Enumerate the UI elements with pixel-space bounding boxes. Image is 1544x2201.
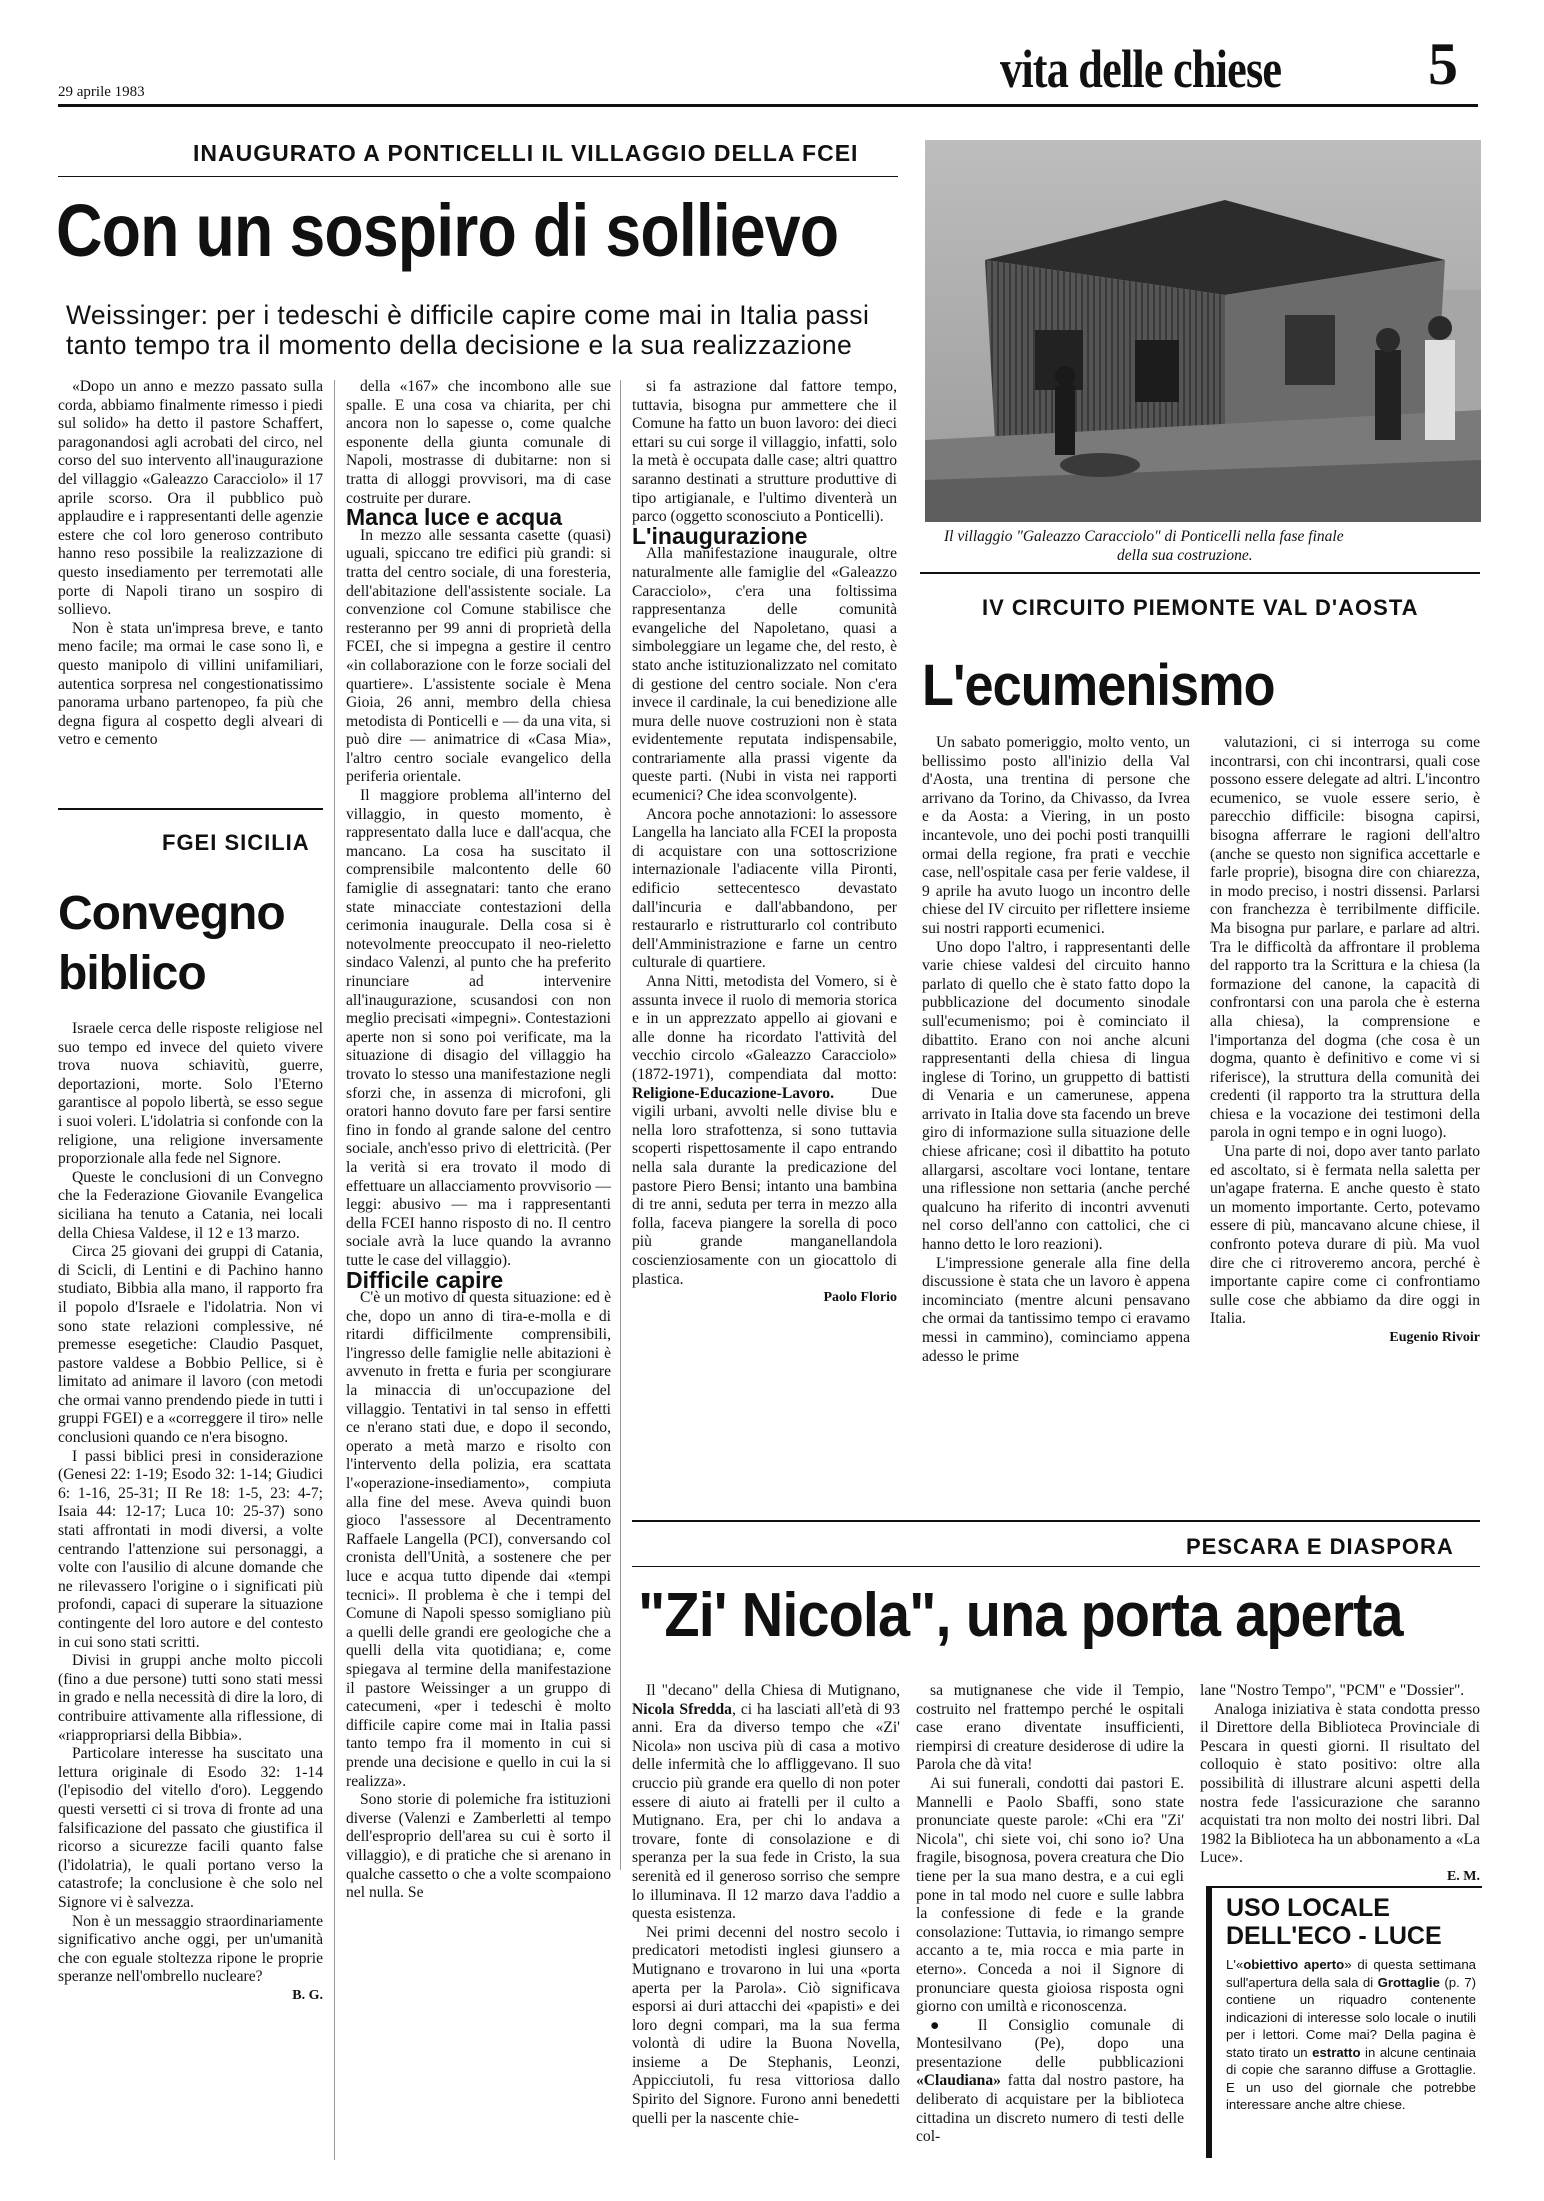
sicilia-article-body [58, 1020, 323, 2160]
paragraph: «Dopo un anno e mezzo passato sulla corda, abbiamo finalmente rimesso i piedi sul solido» ha detto il pastore Schaffert, paragonandosi agli acrobati del circo, nel corso del suo intervento all'inaugurazione del villaggio «Galeazzo Caracciolo» il 17 aprile scorso. Ora il pubblico può applaudire e i rappresentanti delle agenzie estere che col loro generoso contributo hanno reso possibile la realizzazione di questo insediamento per terremotati alle porte di Napoli tirano un sospiro di sollievo. [58, 378, 323, 619]
paragraph [916, 2017, 1184, 2147]
paragraph: Ancora poche annotazioni: lo assessore Langella ha lanciato alla FCEI la proposta di acquistare con una sottoscrizione internazionale l'adiacente villa Pironti, edificio settecentesco devastato dall'incuria e dall'abbandono, per restaurarlo e ristrutturarlo col contributo dell'Amministrazione e farne un centro culturale di quartiere. [632, 805, 897, 972]
paragraph: Alla manifestazione inaugurale, oltre naturalmente alle famiglie del «Galeazzo Caracciolo», c'era una foltissima rappresentanza delle comunità evangeliche del Napoletano, quasi a simboleggiare un legame che, del resto, è stato anche istituzionalizzato nel comitato di gestione del centro sociale. Non c'era invece il cardinale, la cui benedizione alle mura delle nuove costruzioni non è stata evidentemente reputata indispensabile, contrariamente alla prassi vigente da queste parti. (Nubi in vista nei rapporti ecumenici? Che idea sconvolgente). [632, 545, 897, 805]
column-rule [334, 380, 335, 2160]
main-article-col2 [346, 378, 611, 2160]
sicilia-kicker: FGEI SICILIA [162, 830, 310, 855]
signature: E. M. [1446, 1868, 1480, 1884]
person-name: Nicola Sfredda [632, 1700, 732, 1718]
pescara-headline: "Zi' Nicola", una porta aperta [638, 1581, 1403, 1650]
paragraph: Circa 25 giovani dei gruppi di Catania, di Scicli, di Lentini e di Pachino hanno studiato, Bibbia alla mano, il rapporto fra il popolo d'Israele e l'idolatria. Non vi sono state relazioni complessive, né premesse esegetiche: Claudio Pasquet, pastore valdese a Bobbio Pellice, si è limitato ad animare il lavoro (con metodi che ormai vanno prendendo piede in tutti i gruppi FGEI) e a «correggere il tiro» nelle conclusioni quando ce n'era bisogno. [58, 1243, 323, 1447]
paragraph: Il maggiore problema all'interno del villaggio, in questo momento, è rappresentato dalla luce e dall'acqua, che mancano. La cosa ha suscitato il comprensibile malcontento delle 60 famiglie di assegnatari: tanto che erano state minacciate contestazioni della cerimonia inaugurale. Della cosa si è notevolmente preoccupato il neo-rieletto sindaco Valenzi, al punto che ha preferito rinunciare ad intervenire all'inaugurazione, scusandosi con non meglio precisati «impegni». Contestazioni aperte non si sono poi verificate, ma la situazione di disagio del villaggio ha trovato lo stesso una manifestazione negli sforzi che, in assenza di microfoni, gli oratori hanno dovuto fare per farsi sentire fino in fondo al grande salone del centro sociale, anch'esso privo di elettricità. (Per la verità si era trovato il modo di effettuare un allacciamento provvisorio — leggi: abusivo — ma i rappresentanti della FCEI hanno risposto di no. Il centro sociale avrà la luce quando la avranno tutte le case del villaggio). [346, 787, 611, 1269]
paragraph: In mezzo alle sessanta casette (quasi) uguali, spiccano tre edifici più grandi: si tratta del centro sociale, di una foresteria, dell'abitazione dell'assistente sociale. La convenzione col Comune stabilisce che resteranno per 99 anni di proprietà della FCEI, che si impegna a gestire il centro «in collaborazione con le forze sociali del quartiere». L'assistente sociale è Mena Gioia, 26 anni, membro della chiesa metodista di Ponticelli e — da una vita, si può dire — animatrice di «Casa Mia», l'altro centro sociale evangelico della periferia orientale. [346, 526, 611, 786]
section-rule [58, 808, 323, 810]
bold-run: Grottaglie [1377, 1974, 1440, 1990]
ecumenismo-rule [920, 572, 1480, 574]
header-date: 29 aprile 1983 [58, 84, 145, 100]
paragraph: Ai sui funerali, condotti dai pastori E. Mannelli e Paolo Sbaffi, sono state pronunciate queste parole: «Chi era "Zi' Nicola", chi siete voi, chi sono io? Una fragile, bisognosa, povera creatura che Dio tiene per la sua mano destra, e a cui egli pone in tal modo nel cuore e sulle labbra la confessione di fede e la grande consolazione: Tuttavia, io rimango sempre accanto a te, mia rocca e mia parte in eterno». Conceda a noi il Signore di pronunciare questa gioiosa risposta ogni giorno con umiltà e riconoscenza. [916, 1774, 1185, 2016]
paragraph: sa mutignanese che vide il Tempio, costruito nel frattempo perché le ospitali case erano diventate insufficienti, riempirsi di creature desiderose di udire la Parola che dà vita! [916, 1682, 1184, 1774]
paragraph: si fa astrazione dal fattore tempo, tuttavia, bisogna pur ammettere che il Comune ha fatto un buon lavoro: dei dieci ettari su cui sorge il villaggio, infatti, solo la metà è occupata dalle case; altri quattro saranno destinati a strutture produttive di tipo artigianale, e l'ultimo diventerà un parco (oggetto sconosciuto a Ponticelli). [632, 378, 897, 526]
paragraph [632, 1682, 900, 1924]
pescara-col1 [632, 1682, 900, 2160]
publisher-name: «Claudiana» [916, 2072, 1001, 2090]
text-run: (p. 7) contiene un riquadro contenente indicazioni di interesse solo locale o inutili per i lettori. Come mai? Della pagina è stato tirato un [1226, 1974, 1476, 2060]
main-article-col3 [632, 378, 897, 1878]
signature: B. G. [292, 1987, 323, 2003]
column-rule [620, 380, 621, 1870]
ecumenismo-col1 [922, 734, 1190, 1504]
text-run: Due vigili urbani, avvolti nelle divise blu e nella loro strafottenza, si sono tuttavia scoperti rispettosamente il capo entrando nella sala durante la predicazione del pastore Piero Bensi; intanto una bambina di tre anni, seduta per terra in mezzo alla folla, faceva piangere la sorella di poco più grande manganellandola coscienziosamente con un giocattolo di plastica. [632, 1084, 897, 1288]
bullet: ● [930, 2016, 978, 2034]
paragraph: della «167» che incombono alle sue spalle. E una cosa va chiarita, per chi ancora non lo sapesse o, come qualche esponente della giunta comunale di Napoli, mostrasse di dubitarne: non si tratta di alloggi provvisori, ma di case costruite per durare. [346, 378, 611, 507]
pescara-col3 [1200, 1682, 1480, 1884]
text-run: fatta dal nostro pastore, ha deliberato di acquistare per la biblioteca cittadina un discreto numero di testi delle col- [916, 2072, 1184, 2146]
paragraph: valutazioni, ci si interroga su come incontrarsi, con chi incontrarsi, quali cose possono essere delegate ad altri. L'incontro ecumenico, se vuole essere serio, è parecchio difficile: bisogna capirsi, bisogna afferrare le ragioni dell'altro (anche se questo non significa accettarle e farle proprie), bisogna dire con chiarezza, in modo preciso, i nostri dissensi. Parlarsi con franchezza è terribilmente difficile. Ma bisogna pur parlare, e parlare ad altri. Tra le difficoltà da affrontare il problema del rapporto tra la Scrittura e la chiesa (la formazione del canone, la capacità di confrontarsi con una parola che è esterna alla chiesa), la comprensione e l'importanza del dogma (che cosa è un dogma, quanto è definitivo e come vi si riferisce), la struttura della comunità dei credenti (il rapporto tra la struttura della chiesa e la vocazione dei testimoni della parola in ogni tempo e in ogni luogo). [1210, 734, 1480, 1142]
section-title: vita delle chiese [1000, 39, 1282, 99]
paragraph: Sono storie di polemiche fra istituzioni diverse (Valenzi e Zamberletti al tempo dell'esproprio dell'area su cui è sorto il villaggio), e di pratiche che si arenano in qualche cassetto o che a volte scompaiono nel nulla. Se [346, 1791, 611, 1902]
text-run: Anna Nitti, metodista del Vomero, si è assunta invece il ruolo di memoria storica e in un apprezzato appello ai giovani e alle donne ha ricordato l'attività del vecchio circolo «Galeazzo Caracciolo» (1872-1971), compendiata dal motto: [632, 973, 897, 1083]
text-run: Il "decano" della Chiesa di Mutignano, [646, 1682, 900, 1699]
main-headline: Con un sospiro di sollievo [56, 189, 839, 272]
pescara-kicker-rule [632, 1566, 1480, 1567]
paragraph: Uno dopo l'altro, i rappresentanti delle varie chiese valdesi del circuito hanno parlato di quello che è stato fatto dopo la pubblicazione del documento sinodale sull'ecumenismo; poi è cominciato il dibattito. Erano con noi anche alcuni rappresentanti della chiesa di lingua inglese di Torino, un gruppetto di battisti di Venaria e un camerunese, appena arrivato in Italia dove sta facendo un breve giro di informazione sulla situazione delle chiese africane; così il dibattito ha potuto allargarsi, ascoltare voci lontane, tentare una riflessione non settaria (anche perché qualcuno ha riferito di incontri avvenuti nel corso dell'anno con cattolici, che ci hanno detto le loro reazioni). [922, 938, 1190, 1254]
paragraph: Particolare interesse ha suscitato una lettura originale di Esodo 32: 1-14 (l'episodio del vitello d'oro). Leggendo questi versetti ci si trova di fronte ad una falsificazione del passato che giustifica il ricorso a sicurezze facili quanto false (l'idolatria), le quali portano verso la catastrofe; la conclusione è che solo nel Signore vi è salvezza. [58, 1745, 323, 1911]
bold-run: estratto [1312, 2044, 1361, 2060]
notice-title-line2: DELL'ECO - LUCE [1226, 1922, 1442, 1950]
notice-body [1226, 1956, 1476, 2114]
photo-caption-line1: Il villaggio "Galeazzo Caracciolo" di Ponticelli nella fase finale [944, 528, 1344, 545]
kicker-rule [58, 176, 898, 177]
paragraph: L'impressione generale alla fine della discussione è stata che un lavoro è appena incominciato (mentre alcuni pensavano che ormai da tantissimo tempo ci eravamo messi in cammino), cominciamo appena adesso le prime [922, 1254, 1190, 1365]
text-run: , ci ha lasciati all'età di 93 anni. Era da diverso tempo che «Zi' Nicola» non usciva più di casa a motivo delle infermità che lo affliggevano. Il suo cruccio più grande era quello di non poter essere di aiuto ai fratelli per il culto a Mutignano. Era, per chi lo andava a trovare, fonte di consolazione e di speranza per la sua fede in Cristo, la sua serenità ed il generoso sorriso che sempre lo illuminava. Il 12 marzo dava l'addio a questa esistenza. [632, 1700, 900, 1923]
pescara-rule [632, 1520, 1480, 1522]
subheading-manca: Manca luce e acqua [346, 504, 563, 531]
text-run: L'« [1226, 1957, 1244, 1972]
village-photo [925, 140, 1481, 522]
ecumenismo-col2 [1210, 734, 1480, 1514]
paragraph: Non è stata un'impresa breve, e tanto meno facile; ma ormai le case sono lì, e questo manipolo di villini unifamiliari, autentica sorpresa nel congestionatissimo panorama urbano partenopeo, fa più che degna figura al cospetto degli alveari di vetro e cemento [58, 619, 323, 749]
paragraph: Israele cerca delle risposte religiose nel suo tempo ed invece del quieto vivere trova nuova schiavitù, guerre, deportazioni, morte. Solo l'Eterno garantisce al popolo libertà, se esso segue i suoi voleri. L'idolatria si confonde con la religione, una religione inversamente proporzionale alla fede nel Signore. [58, 1020, 323, 1168]
paragraph: Una parte di noi, dopo aver tanto parlato ed ascoltato, si è fermata nella saletta per un'agape fraterna. E anche questo è stato un momento importante. Certo, potevamo essere di più, mancavano alcune chiese, il confronto poteva durare di più. Ma vuol dire che ci ritroveremo ancora, perché è importante capire come ci confrontiamo sulle cose che abbiamo da dire oggi in Italia. [1210, 1143, 1480, 1328]
paragraph [632, 973, 897, 1289]
main-deck-line2: tanto tempo tra il momento della decisione e la sua realizzazione [66, 330, 853, 360]
paragraph: Un sabato pomeriggio, molto vento, un bellissimo posto all'inizio della Val d'Aosta, una trentina di persone che arrivano da Torino, da Chivasso, da Ivrea e da Aosta: a Viering, in un posto incantevole, uno dei pochi posti tranquilli ormai della regione, fra prati e vecchie case, nell'ospitale casa per ferie valdese, il 9 aprile ha avuto luogo un incontro delle chiese del IV circuito per riflettere insieme sui nostri rapporti ecumenici. [922, 734, 1190, 937]
notice-title-line1: USO LOCALE [1226, 1894, 1390, 1922]
signature: Eugenio Rivoir [1389, 1330, 1480, 1345]
photo-illustration [925, 140, 1481, 522]
bold-run: obiettivo aperto [1243, 1957, 1345, 1972]
text-run: in alcune centinaia di copie che saranno diffuse a Grottaglie. E un uso del giornale che potrebbe interessare anche altre chiese. [1226, 2044, 1476, 2112]
sicilia-headline-line2: biblico [58, 947, 206, 1000]
subheading-inaugurazione: L'inaugurazione [632, 522, 808, 549]
paragraph: Non è un messaggio straordinariamente significativo anche oggi, per un'umanità che con eguale stoltezza ripone le proprie speranze nell'ombrello nucleare? [58, 1912, 323, 1986]
paragraph: C'è un motivo di questa situazione: ed è che, dopo un anno di tira-e-molla e di ritardi difficilmente comprensibili, l'ingresso delle famiglie nelle abitazioni è avvenuto in fretta e furia per scongiurare la minaccia di un'occupazione del villaggio. Tentativi in tal senso in effetti ce n'erano stati due, e dopo il secondo, operato a metà marzo e risolto con l'intervento della polizia, era scattata l'«operazione-insediamento», compiuta alla fine del mese. Aveva quindi buon gioco l'assessore al Decentramento Raffaele Langella (PCI), conversando col cronista dell'Unità, a sostenere che per luce e acqua tutto dipende dai «tempi tecnici». Il problema è che i tempi del Comune di Napoli spesso somigliano più a quelli delle grandi ere geologiche che a quelli della vita quotidiana; e, come spiegava al termine della manifestazione il pastore Weissinger a un gruppo di catecumeni, «per i tedeschi è molto difficile capire come mai in Italia passi tanto tempo fra il momento in cui si prende una decisione e quello in cui la si realizza». [346, 1289, 611, 1790]
main-article-col1 [58, 378, 323, 749]
main-kicker: INAUGURATO A PONTICELLI IL VILLAGGIO DELLA FCEI [193, 140, 859, 166]
paragraph: Nei primi decenni del nostro secolo i predicatori metodisti inglesi giunsero a Mutignano e trovarono in lui una «porta aperta per la Parola». Ciò significava esporsi ai duri attacchi dei «papisti» e dei loro degni compari, ma la sua ferma volontà di udire la Buona Novella, insieme a De Stephanis, Leonzi, Appicciutoli, fu resa vittoriosa dallo Spirito del Signore. Furono anni benedetti quelli per la nascente chie- [632, 1923, 900, 2127]
subheading-difficile: Difficile capire [346, 1266, 504, 1293]
header-rule [58, 104, 1478, 107]
pescara-kicker: PESCARA E DIASPORA [1186, 1534, 1454, 1559]
signature: Paolo Florio [823, 1290, 897, 1306]
text-run: Il Consiglio comunale di Montesilvano (Pe), dopo una presentazione delle pubblicazioni [916, 2016, 1184, 2071]
motto: Religione-Educazione-Lavoro. [632, 1084, 834, 1102]
paragraph: Divisi in gruppi anche molto piccoli (fino a due persone) tutti sono stati messi in grado e nella necessità di dire la loro, di contribuire attivamente alla riflessione, di «riappropriarsi della Bibbia». [58, 1652, 324, 1744]
paragraph: Analoga iniziativa è stata condotta presso il Direttore della Biblioteca Provinciale di Pescara in questi giorni. Il risultato del colloquio è stato positivo: oltre alla possibilità di illustrare alcuni aspetti della nostra fede l'assicurazione che saranno acquistati tra non molto dei nostri libri. Dal 1982 la Biblioteca ha un abbonamento a «La Luce». [1200, 1700, 1480, 1867]
photo-caption-line2: della sua costruzione. [1117, 547, 1253, 564]
pescara-col2 [916, 1682, 1184, 2160]
text-run: » di questa settimana sull'apertura della sala di [1226, 1957, 1476, 1990]
paragraph: Queste le conclusioni di un Convegno che la Federazione Giovanile Evangelica siciliana ha tenuto a Catania, nei locali della Chiesa Valdese, il 12 e 13 marzo. [58, 1168, 323, 1242]
sicilia-headline-line1: Convegno [58, 887, 285, 940]
paragraph: I passi biblici presi in considerazione (Genesi 22: 1-19; Esodo 32: 1-14; Giudici 6: 1-16, 25-31; II Re 18: 1-5, 23: 4-7; Isaia 44: 12-17; Luca 10: 25-37) sono stati affrontati in modi diversi, a volte centrando l'attenzione sui personaggi, a volte con l'ausilio di alcune domande che ne rilevassero l'origine o i significati più profondi, capaci di superare la situazione contingente del loro autore e del contesto in cui sono stati scritti. [58, 1447, 323, 1651]
ecumenismo-headline: L'ecumenismo [922, 653, 1275, 718]
notice-box [1206, 1886, 1482, 2158]
ecumenismo-kicker: IV CIRCUITO PIEMONTE VAL D'AOSTA [982, 595, 1419, 620]
main-deck-line1: Weissinger: per i tedeschi è difficile capire come mai in Italia passi [66, 300, 870, 330]
page-number: 5 [1428, 31, 1458, 97]
paragraph: lane "Nostro Tempo", "PCM" e "Dossier". [1200, 1682, 1465, 1699]
